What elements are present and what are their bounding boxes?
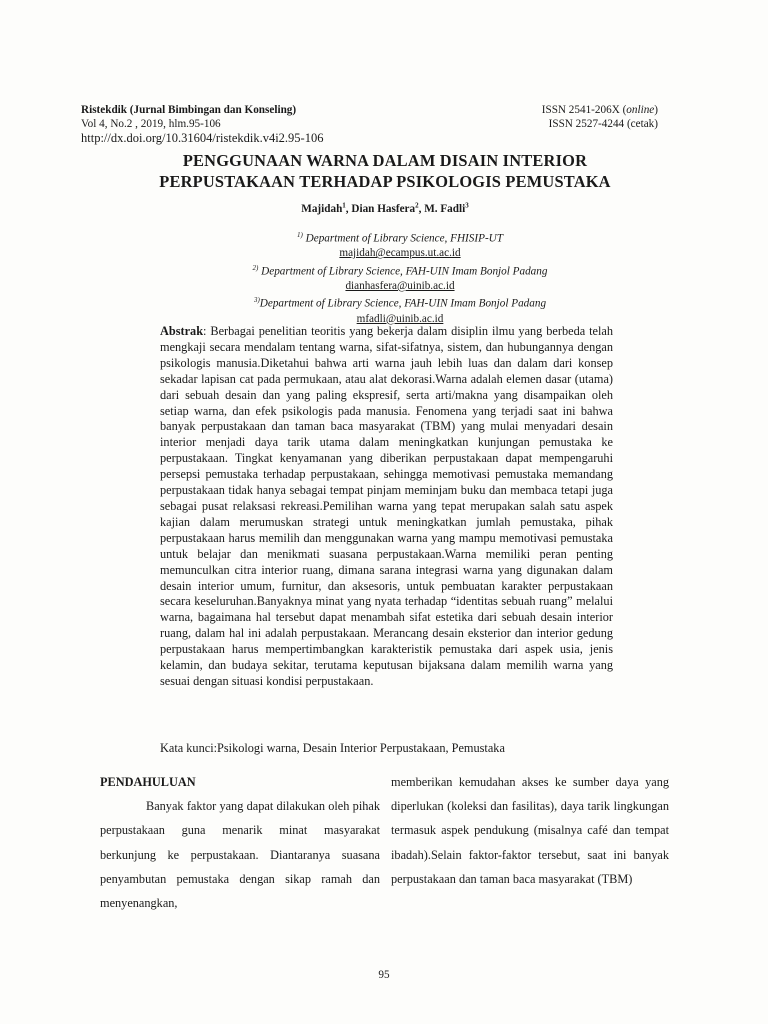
doi-link[interactable]: http://dx.doi.org/10.31604/ristekdik.v4i2.95-106 bbox=[81, 131, 324, 145]
affiliation-dept: $^{1)}$ Department of Library Science, FHISIP-UT bbox=[297, 231, 503, 245]
author: M. Fadli$^3$ bbox=[424, 201, 469, 215]
keywords: Kata kunci:Psikologi warna, Desain Interior Perpustakaan, Pemustaka bbox=[160, 741, 505, 755]
issn-online: ISSN 2541-206X (online) bbox=[541, 104, 658, 116]
affiliation-dept: $^{2)}$ Department of Library Science, FAH-UIN Imam Bonjol Padang bbox=[252, 263, 548, 278]
affiliation-email[interactable]: mfadli@uinib.ac.id bbox=[356, 312, 444, 325]
volume-info: Vol 4, No.2 , 2019, hlm.95-106 bbox=[81, 118, 221, 130]
header-left bbox=[81, 103, 323, 145]
section-heading: PENDAHULUAN bbox=[100, 775, 196, 789]
affiliations bbox=[190, 228, 610, 326]
author: Majidah$^1$, bbox=[301, 201, 352, 215]
abstract bbox=[160, 324, 613, 690]
header-right bbox=[542, 103, 658, 131]
author: Dian Hasfera$^2$, bbox=[351, 201, 425, 215]
abstract-text: : Berbagai penelitian teoritis yang bekerja dalam disiplin ilmu yang berbeda telah mengkaji secara mendalam tentang warna, sifat-sifatnya, sistem, dan hubungannya dengan psikologis manusia.Diketahui bahwa arti warna jauh lebih luas dan dalam dari konsep sekadar lapisan cat pada permukaan, atau alat dekorasi.Warna adalah elemen dasar (utama) dari sebuah desain dan yang paling ekspresif, serta arti/makna yang disampaikan oleh setiap warna, dan efek psikologis pada manusia. Fenomena yang terjadi saat ini bahwa banyak perpustakaan dan taman baca masyarakat (TBM) yang mulai menyadari desain interior menjadi daya tarik utama dalam meningkatkan kunjungan pemustaka ke perpustakaan. Tingkat kenyamanan yang diberikan perpustakaan dapat mempengaruhi persepsi pemustaka terhadap perpustakaan, sehingga memotivasi pemustaka memandang perpustakaan tidak hanya sebagai tempat pinjam meminjam buku dan membaca tetapi juga sebagai pusat relaksasi rekreasi.Pemilihan warna yang tepat merupakan salah satu aspek kajian dalam merumuskan strategi untuk meningkatkan jumlah pemustaka, pihak perpustakaan harus memilih dan menggunakan warna yang mampu memotivasi pemustaka untuk belajar dan menikmati suasana perpustakaan.Warna memiliki peran penting memunculkan citra interior ruang, dimana sarana integrasi warna yang digunakan dalam desain interior umum, furnitur, dan aksesoris, untuk pembuatan karakter perpustakaan secara keseluruhan.Banyaknya minat yang nyata terhadap “identitas sebuah ruang” melalui warna, bagaimana hal tersebut dapat menambah sifat estetika dari sebuah desain interior ruang, dalam hal ini adalah perpustakaan. Merancang desain eksterior dan interior gedung perpustakaan harus mempertimbangkan karakteristik pemustaka dari aspek usia, jenis kelamin, dan budaya sekitar, terutama keputusan bijaksana dalam memilih warna yang sesuai dengan situasi kondisi perpustakaan. bbox=[160, 324, 613, 688]
issn-print: ISSN 2527-4244 (cetak) bbox=[548, 118, 658, 130]
affiliation-dept: $^{3)}$Department of Library Science, FAH-UIN Imam Bonjol Padang bbox=[253, 296, 547, 311]
paper-title: PENGGUNAAN WARNA DALAM DISAIN INTERIOR PERPUSTAKAAN TERHADAP PSIKOLOGIS PEMUSTAKA bbox=[159, 151, 611, 191]
body-column-right bbox=[391, 770, 669, 891]
body-paragraph: Banyak faktor yang dapat dilakukan oleh pihak perpustakaan guna menarik minat masyarakat berkunjung ke perpustakaan. Diantaranya suasana penyambutan pemustaka dengan sikap ramah dan menyenangkan, bbox=[100, 799, 380, 911]
abstract-label: Abstrak bbox=[160, 324, 204, 338]
body-column-left bbox=[100, 770, 380, 915]
body-paragraph: memberikan kemudahan akses ke sumber daya yang diperlukan (koleksi dan fasilitas), daya tarik lingkungan termasuk aspek pendukung (misalnya café dan tempat ibadah).Selain faktor-faktor tersebut, saat ini banyak perpustakaan dan taman baca masyarakat (TBM) bbox=[391, 775, 669, 886]
affiliation-email[interactable]: dianhasfera@uinib.ac.id bbox=[345, 279, 455, 292]
author-list bbox=[100, 201, 670, 215]
journal-name: Ristekdik (Jurnal Bimbingan dan Konseling) bbox=[81, 104, 297, 116]
page-number: 95 bbox=[378, 969, 390, 981]
affiliation-email[interactable]: majidah@ecampus.ut.ac.id bbox=[339, 247, 461, 260]
